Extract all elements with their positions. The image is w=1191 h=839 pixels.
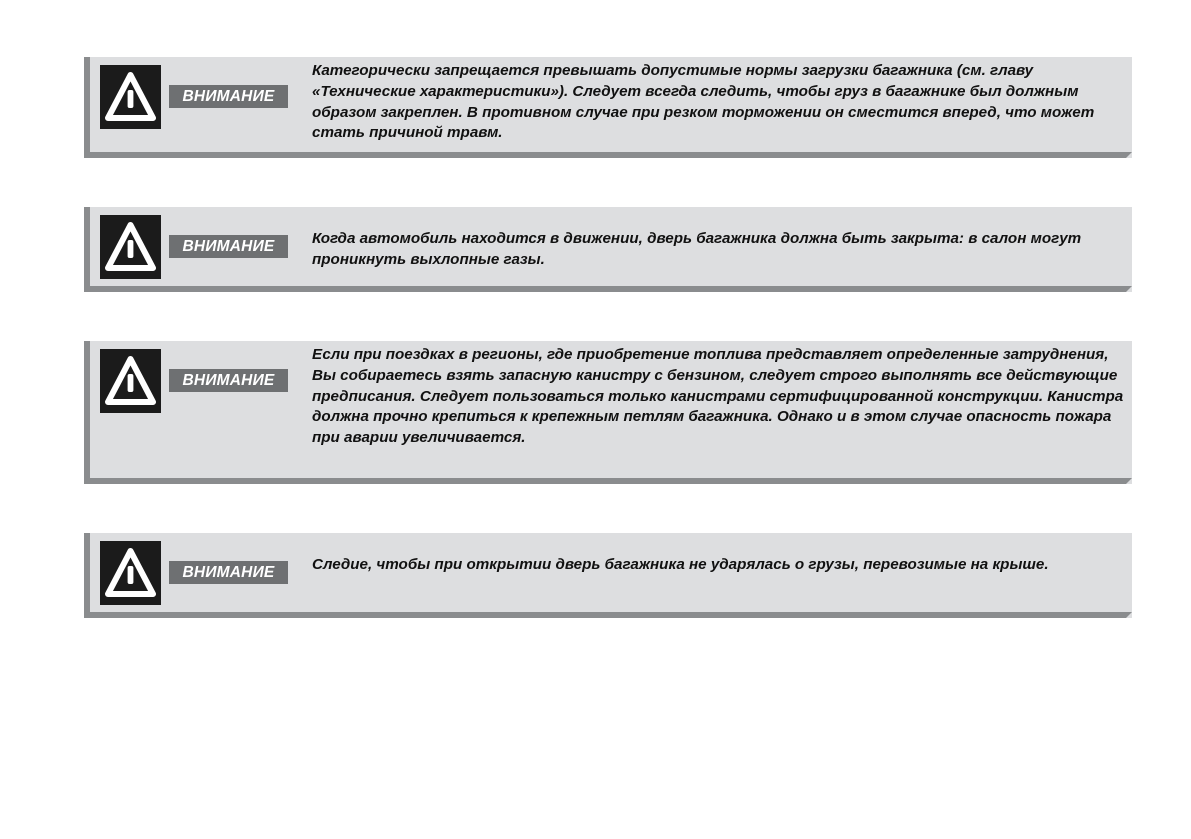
warning-label: ВНИМАНИЕ [169, 561, 288, 584]
warning-triangle-icon [100, 349, 161, 413]
warning-box-1 [84, 57, 1132, 158]
warning-box-4 [84, 533, 1132, 618]
warning-triangle-icon [100, 65, 161, 129]
warning-triangle-icon [100, 541, 161, 605]
warning-text: Если при поездках в регионы, где приобретение топлива представляет определенные затруднения, Вы собираетесь взять запасную канистру с бензином, следует строго выполнять все действующие предписания. Следует пользоваться только канистрами сертифицированной конструкции. Канистра должна прочно крепиться к крепежным петлям багажника. Однако и в этом случае опасность пожара при аварии увеличивается. [312, 346, 1124, 447]
warning-label: ВНИМАНИЕ [169, 369, 288, 392]
warning-label: ВНИМАНИЕ [169, 85, 288, 108]
warning-box-3 [84, 341, 1132, 484]
warning-label: ВНИМАНИЕ [169, 235, 288, 258]
warning-text: Когда автомобиль находится в движении, дверь багажника должна быть закрыта: в салон могут проникнуть выхлопные газы. [312, 230, 1082, 268]
warning-box-2 [84, 207, 1132, 292]
warning-text: Категорически запрещается превышать допустимые нормы загрузки багажника (см. главу «Технические характеристики»). Следует всегда следить, чтобы груз в багажнике был должным образом закреплен. В противном случае при резком торможении он сместится вперед, что может стать причиной травм. [312, 62, 1095, 142]
warning-text: Следие, чтобы при открытии дверь багажника не ударялась о грузы, перевозимые на крыше. [312, 556, 1049, 573]
warning-triangle-icon [100, 215, 161, 279]
